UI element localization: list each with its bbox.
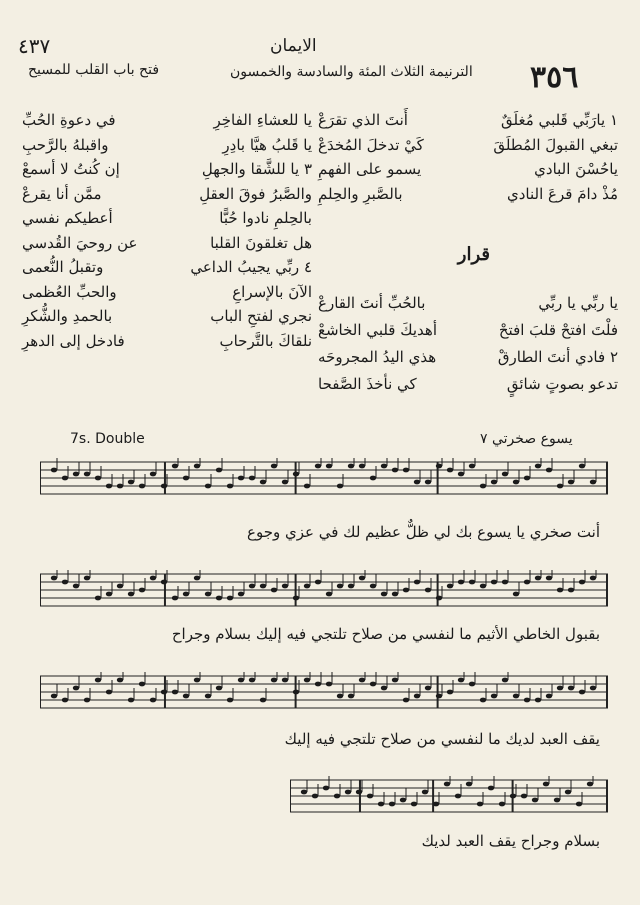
notehead	[403, 698, 409, 703]
notehead	[106, 484, 112, 489]
notehead	[194, 678, 200, 683]
music-staff	[40, 672, 608, 712]
notehead	[425, 686, 431, 691]
notehead	[337, 584, 343, 589]
notehead	[422, 790, 428, 795]
notehead	[557, 588, 563, 593]
notehead	[502, 472, 508, 477]
notehead	[359, 678, 365, 683]
notehead	[249, 476, 255, 481]
notehead	[568, 588, 574, 593]
notehead	[161, 690, 167, 695]
notehead	[95, 678, 101, 683]
notehead	[95, 476, 101, 481]
notehead	[359, 464, 365, 469]
notehead	[532, 798, 538, 803]
notehead	[348, 584, 354, 589]
notehead	[323, 786, 329, 791]
verses-right-column	[318, 108, 618, 206]
notehead	[458, 580, 464, 585]
notehead	[345, 790, 351, 795]
notehead	[381, 686, 387, 691]
notehead	[238, 678, 244, 683]
notehead	[348, 464, 354, 469]
notehead	[590, 686, 596, 691]
chorus-block	[318, 290, 618, 398]
notehead	[73, 686, 79, 691]
notehead	[62, 698, 68, 703]
notehead	[282, 480, 288, 485]
notehead	[535, 576, 541, 581]
notehead	[293, 472, 299, 477]
notehead	[172, 464, 178, 469]
chorus-line: فلْتَ افتحْ قلبَ افتحْ أهديكَ قلبي الخاشعْ	[318, 321, 618, 339]
notehead	[433, 802, 439, 807]
staff-lyric: بقبول الخاطي الأثيم ما لنفسي من صلاح تلتجي فيه إليك بسلام وجراح	[171, 625, 600, 643]
hymn-topic: فتح باب القلب للمسيح	[28, 62, 160, 78]
notehead	[436, 596, 442, 601]
notehead	[194, 576, 200, 581]
notehead	[128, 592, 134, 597]
notehead	[367, 794, 373, 799]
notehead	[194, 464, 200, 469]
notehead	[392, 592, 398, 597]
notehead	[392, 678, 398, 683]
notehead	[477, 802, 483, 807]
notehead	[150, 472, 156, 477]
notehead	[370, 682, 376, 687]
notehead	[271, 678, 277, 683]
notehead	[392, 468, 398, 473]
notehead	[378, 802, 384, 807]
chorus-title: قرار	[457, 244, 490, 265]
notehead	[356, 790, 362, 795]
notehead	[205, 484, 211, 489]
meter-label: 7s. Double	[70, 431, 145, 447]
notehead	[447, 584, 453, 589]
notehead	[381, 464, 387, 469]
chorus-line: تدعو بصوتٍ شائقٍ كي نأخذَ الصَّفحا	[318, 375, 618, 393]
notehead	[117, 678, 123, 683]
notehead	[73, 472, 79, 477]
notehead	[282, 678, 288, 683]
notehead	[502, 678, 508, 683]
page-number: ٤٣٧	[18, 34, 51, 58]
notehead	[84, 472, 90, 477]
notehead	[150, 698, 156, 703]
notehead	[337, 484, 343, 489]
notehead	[139, 484, 145, 489]
notehead	[499, 802, 505, 807]
notehead	[183, 592, 189, 597]
notehead	[271, 588, 277, 593]
notehead	[480, 584, 486, 589]
notehead	[139, 588, 145, 593]
notehead	[447, 468, 453, 473]
notehead	[348, 694, 354, 699]
notehead	[304, 678, 310, 683]
notehead	[480, 698, 486, 703]
notehead	[458, 472, 464, 477]
notehead	[95, 596, 101, 601]
notehead	[469, 682, 475, 687]
notehead	[51, 468, 57, 473]
notehead	[469, 580, 475, 585]
notehead	[161, 484, 167, 489]
verse-line: يا للعشاءِ الفاخِرِ في دعوةِ الحُبِّ	[22, 111, 312, 129]
verse-line: ٤ ربِّي يجيبُ الداعي وتقبلُ النُّعمى	[22, 258, 312, 276]
notehead	[117, 584, 123, 589]
notehead	[51, 694, 57, 699]
music-staff	[40, 458, 608, 498]
notehead	[576, 802, 582, 807]
notehead	[293, 690, 299, 695]
notehead	[546, 468, 552, 473]
staff-lyric: يقف العبد لديك ما لنفسي من صلاح تلتجي فيه إليك	[284, 730, 600, 748]
notehead	[260, 480, 266, 485]
notehead	[400, 798, 406, 803]
notehead	[227, 698, 233, 703]
notehead	[334, 794, 340, 799]
verse-line: نلقاكَ بالتَّرحابِ فادخل إلى الدهرِ	[22, 331, 312, 350]
notehead	[326, 464, 332, 469]
notehead	[521, 794, 527, 799]
notehead	[411, 802, 417, 807]
notehead	[436, 694, 442, 699]
section-title: الايمان	[270, 36, 317, 56]
verse-line: والصَّبرُ فوقَ العقلِ ممَّن أنا يقرعْ	[22, 184, 312, 203]
notehead	[403, 588, 409, 593]
notehead	[227, 596, 233, 601]
notehead	[546, 576, 552, 581]
notehead	[293, 596, 299, 601]
hymn-number: ٣٥٦	[530, 60, 579, 95]
notehead	[183, 476, 189, 481]
notehead	[216, 596, 222, 601]
verse-line: مُذْ دامَ قرعَ النادي بالصَّبرِ والحِلمِ	[318, 184, 618, 203]
notehead	[216, 468, 222, 473]
notehead	[466, 782, 472, 787]
verse-line: ١ يارَبِّي قَلبي مُغلَقٌ أَنتَ الذي تقرَعْ	[318, 111, 618, 129]
verse-line: يا قَلبُ هيَّا بادِرِ واقبلهُ بالرَّحبِ	[22, 135, 312, 154]
notehead	[315, 580, 321, 585]
notehead	[106, 690, 112, 695]
notehead	[381, 592, 387, 597]
notehead	[535, 698, 541, 703]
notehead	[117, 484, 123, 489]
notehead	[513, 592, 519, 597]
verse-line: نجري لفتحِ الباب بالحمدِ والشُّكرِ	[22, 307, 312, 325]
notehead	[447, 690, 453, 695]
verse-line: بالحِلمِ نادوا حُبًّا أعطيكم نفسي	[22, 209, 312, 227]
notehead	[337, 694, 343, 699]
music-staff	[290, 776, 608, 816]
notehead	[524, 698, 530, 703]
notehead	[359, 576, 365, 581]
notehead	[568, 480, 574, 485]
notehead	[491, 580, 497, 585]
notehead	[491, 480, 497, 485]
notehead	[326, 592, 332, 597]
notehead	[73, 584, 79, 589]
notehead	[216, 686, 222, 691]
notehead	[128, 480, 134, 485]
notehead	[590, 480, 596, 485]
notehead	[425, 480, 431, 485]
chorus-line: يا ربِّي يا ربِّي بالحُبِّ أنتَ القارعْ	[318, 294, 618, 312]
notehead	[260, 698, 266, 703]
notehead	[513, 480, 519, 485]
notehead	[139, 682, 145, 687]
hymn-subtitle: الترنيمة الثلاث المئة والسادسة والخمسون	[230, 64, 473, 80]
notehead	[414, 694, 420, 699]
notehead	[590, 576, 596, 581]
notehead	[62, 476, 68, 481]
notehead	[524, 580, 530, 585]
notehead	[557, 686, 563, 691]
notehead	[524, 476, 530, 481]
notehead	[370, 584, 376, 589]
notehead	[455, 794, 461, 799]
notehead	[488, 786, 494, 791]
notehead	[84, 576, 90, 581]
notehead	[106, 592, 112, 597]
notehead	[389, 802, 395, 807]
notehead	[315, 682, 321, 687]
notehead	[469, 464, 475, 469]
notehead	[128, 698, 134, 703]
notehead	[491, 694, 497, 699]
notehead	[587, 782, 593, 787]
verse-line: هل تغلقونَ القلبا عن روحيَ القُدسي	[22, 233, 312, 252]
notehead	[249, 678, 255, 683]
notehead	[271, 464, 277, 469]
notehead	[502, 580, 508, 585]
notehead	[444, 782, 450, 787]
notehead	[84, 698, 90, 703]
notehead	[150, 576, 156, 581]
notehead	[304, 584, 310, 589]
notehead	[403, 468, 409, 473]
notehead	[282, 584, 288, 589]
notehead	[315, 464, 321, 469]
staff-lyric: أنت صخري يا يسوع بك لي ظلٌّ عظيم لك في عزي وجوع	[247, 523, 600, 541]
notehead	[238, 592, 244, 597]
notehead	[260, 584, 266, 589]
notehead	[554, 798, 560, 803]
verse-line: ياحُسْنَ البادي يسمو على الفهمِ	[318, 160, 618, 178]
notehead	[510, 794, 516, 799]
notehead	[172, 596, 178, 601]
notehead	[312, 794, 318, 799]
verse-line: الآنَ بالإسراعِ والحبِّ العُظمى	[22, 282, 312, 301]
notehead	[414, 580, 420, 585]
notehead	[227, 484, 233, 489]
notehead	[301, 790, 307, 795]
notehead	[568, 686, 574, 691]
notehead	[238, 476, 244, 481]
notehead	[436, 464, 442, 469]
notehead	[579, 464, 585, 469]
music-staff	[40, 570, 608, 610]
notehead	[370, 476, 376, 481]
notehead	[546, 694, 552, 699]
chorus-line: ٢ فادي أنتَ الطارقْ هذي اليدُ المجروحَه	[318, 348, 618, 366]
staff-lyric: بسلام وجراح يقف العبد لديك	[421, 832, 600, 850]
notehead	[480, 484, 486, 489]
notehead	[579, 580, 585, 585]
notehead	[62, 580, 68, 585]
notehead	[205, 592, 211, 597]
notehead	[304, 484, 310, 489]
verses-left-column	[22, 108, 312, 353]
verse-line: تبغي القبولَ المُطلَقَ كَيْ تدخلَ المُخدَعْ	[318, 135, 618, 154]
notehead	[458, 678, 464, 683]
notehead	[535, 464, 541, 469]
notehead	[249, 584, 255, 589]
notehead	[51, 576, 57, 581]
notehead	[543, 782, 549, 787]
notehead	[205, 694, 211, 699]
notehead	[183, 694, 189, 699]
notehead	[513, 694, 519, 699]
notehead	[326, 682, 332, 687]
notehead	[414, 480, 420, 485]
notehead	[579, 690, 585, 695]
tune-name: يسوع صخرتي ٧	[480, 431, 573, 447]
notehead	[565, 790, 571, 795]
verse-line: ٣ يا للشَّقا والجهلِ إن كُنتُ لا أسمعْ	[22, 160, 312, 178]
notehead	[161, 580, 167, 585]
notehead	[172, 690, 178, 695]
notehead	[557, 484, 563, 489]
notehead	[425, 588, 431, 593]
